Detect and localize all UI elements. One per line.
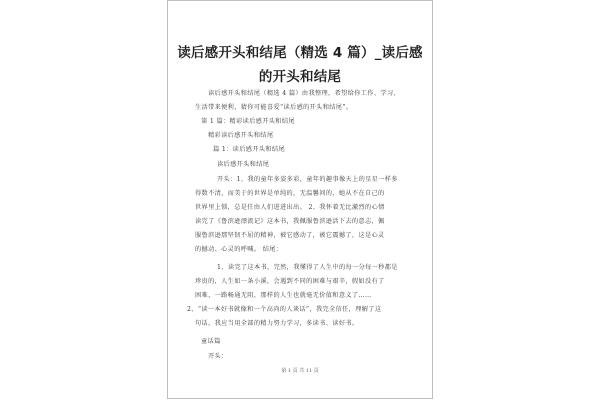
paragraph-line: 的撼动、心灵的呼喊。 结尾： <box>195 246 283 253</box>
page-footer: 第 1 页 共 11 页 <box>281 368 319 374</box>
subsection-heading: 读后感开头和结尾 <box>217 161 270 168</box>
paragraph-line: 珍贵的，人生如一条小溪，会遇到不同的困难与艰辛，假如没有了 <box>195 278 385 285</box>
document-title-line-2: 的开头和结尾 <box>258 69 342 85</box>
section-heading: 第 1 篇：精彩读后感开头和结尾 <box>201 118 295 125</box>
paragraph-line: 开头：1、我的童年多姿多彩，童年的趣事像天上的星星一样多 <box>217 176 398 183</box>
paragraph-line: 读完了《鲁滨逊漂流记》这本书，我佩服鲁滨逊活下去的意志，佩 <box>195 218 385 225</box>
subsection-heading: 精彩读后感开头和结尾 <box>208 132 274 139</box>
paragraph-line: 生活带来便利，猜你可能喜爱“读后感的开头和结尾”。 <box>195 104 353 111</box>
document-title-line-1: 读后感开头和结尾（精选 4 篇）_读后感 <box>177 45 423 61</box>
paragraph-line: 困难，一路畅通无阻，那样的人生也就毫无价值和意义了…… <box>195 292 372 299</box>
paragraph-line: 服鲁滨逊那坚韧不屈的精神，被它感动了，被它震撼了，这是心灵 <box>195 232 385 239</box>
paragraph-line: 句话，我应当用全部的精力努力学习，多读书、读好书。 <box>195 320 359 327</box>
subsection-heading: 篇 1：读后感开头和结尾 <box>213 146 285 153</box>
paragraph-line: 2、“读一本好书就像和一个高尚的人谈话”，我完全信任，理解了这 <box>187 306 382 313</box>
paragraph-line: 得数不清，而美于的世界是单纯的，无温馨问的，她从不在自己的 <box>195 190 385 197</box>
paragraph-line: 开头： <box>208 353 228 360</box>
paragraph-line: 1、读完了这本书，完然，我懂得了人生中的每一分每一秒都是 <box>217 264 398 271</box>
paragraph-line: 读后感开头和结尾（精选 4 篇）由我整理，希望给你工作、学习、 <box>208 90 400 97</box>
subsection-heading: 童话篇 <box>201 338 221 345</box>
paragraph-line: 世界里上锁，总是任由人们进进出出。 2、我怀着无比激烈的心情 <box>195 204 385 211</box>
document-page <box>167 0 433 399</box>
